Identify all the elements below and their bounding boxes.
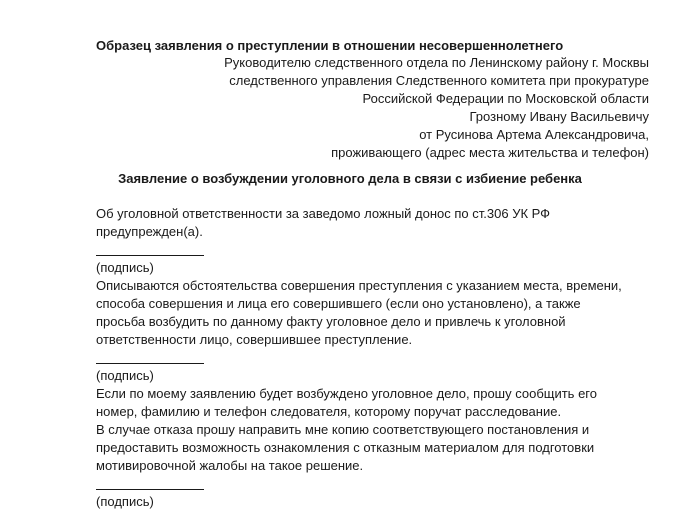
circumstances-line: Описываются обстоятельства совершения преступления с указанием места, времени, <box>96 278 622 293</box>
statement-heading: Заявление о возбуждении уголовного дела в связи с избиение ребенка <box>118 171 582 186</box>
addressee-line: Российской Федерации по Московской области <box>362 91 649 106</box>
signature-line <box>96 241 204 259</box>
circumstances-line: просьба возбудить по данному факту уголовное дело и привлечь к уголовной <box>96 314 566 329</box>
warning-line: Об уголовной ответственности за заведомо ложный донос по ст.306 УК РФ <box>96 206 551 221</box>
request-line: предоставить возможность ознакомления с отказным материалом для подготовки <box>96 440 595 455</box>
request-line: В случае отказа прошу направить мне копию соответствующего постановления и <box>96 422 590 437</box>
request-line: мотивировочной жалобы на такое решение. <box>96 458 364 473</box>
addressee-line: от Русинова Артема Александровича, <box>419 127 649 142</box>
addressee-line: Руководителю следственного отдела по Ленинскому району г. Москвы <box>224 55 649 70</box>
signature-label: (подпись) <box>96 494 154 509</box>
addressee-line: следственного управления Следственного комитета при прокуратуре <box>229 73 649 88</box>
circumstances-line: ответственности лицо, совершившее преступление. <box>96 332 413 347</box>
signature-label: (подпись) <box>96 368 154 383</box>
request-line: Если по моему заявлению будет возбуждено уголовное дело, прошу сообщить его <box>96 386 597 401</box>
request-line: номер, фамилию и телефон следователя, которому поручат расследование. <box>96 404 562 419</box>
signature-line <box>96 349 204 367</box>
circumstances-line: способа совершения и лица его совершившего (если оно установлено), а также <box>96 296 581 311</box>
signature-label: (подпись) <box>96 260 154 275</box>
statement-body <box>96 205 666 511</box>
warning-line: предупрежден(а). <box>96 224 203 239</box>
addressee-block <box>224 54 649 162</box>
addressee-line: Грозному Ивану Васильевичу <box>469 109 649 124</box>
signature-line <box>96 475 204 493</box>
addressee-line: проживающего (адрес места жительства и телефон) <box>331 145 649 160</box>
document-title: Образец заявления о преступлении в отношении несовершеннолетнего <box>96 38 564 53</box>
